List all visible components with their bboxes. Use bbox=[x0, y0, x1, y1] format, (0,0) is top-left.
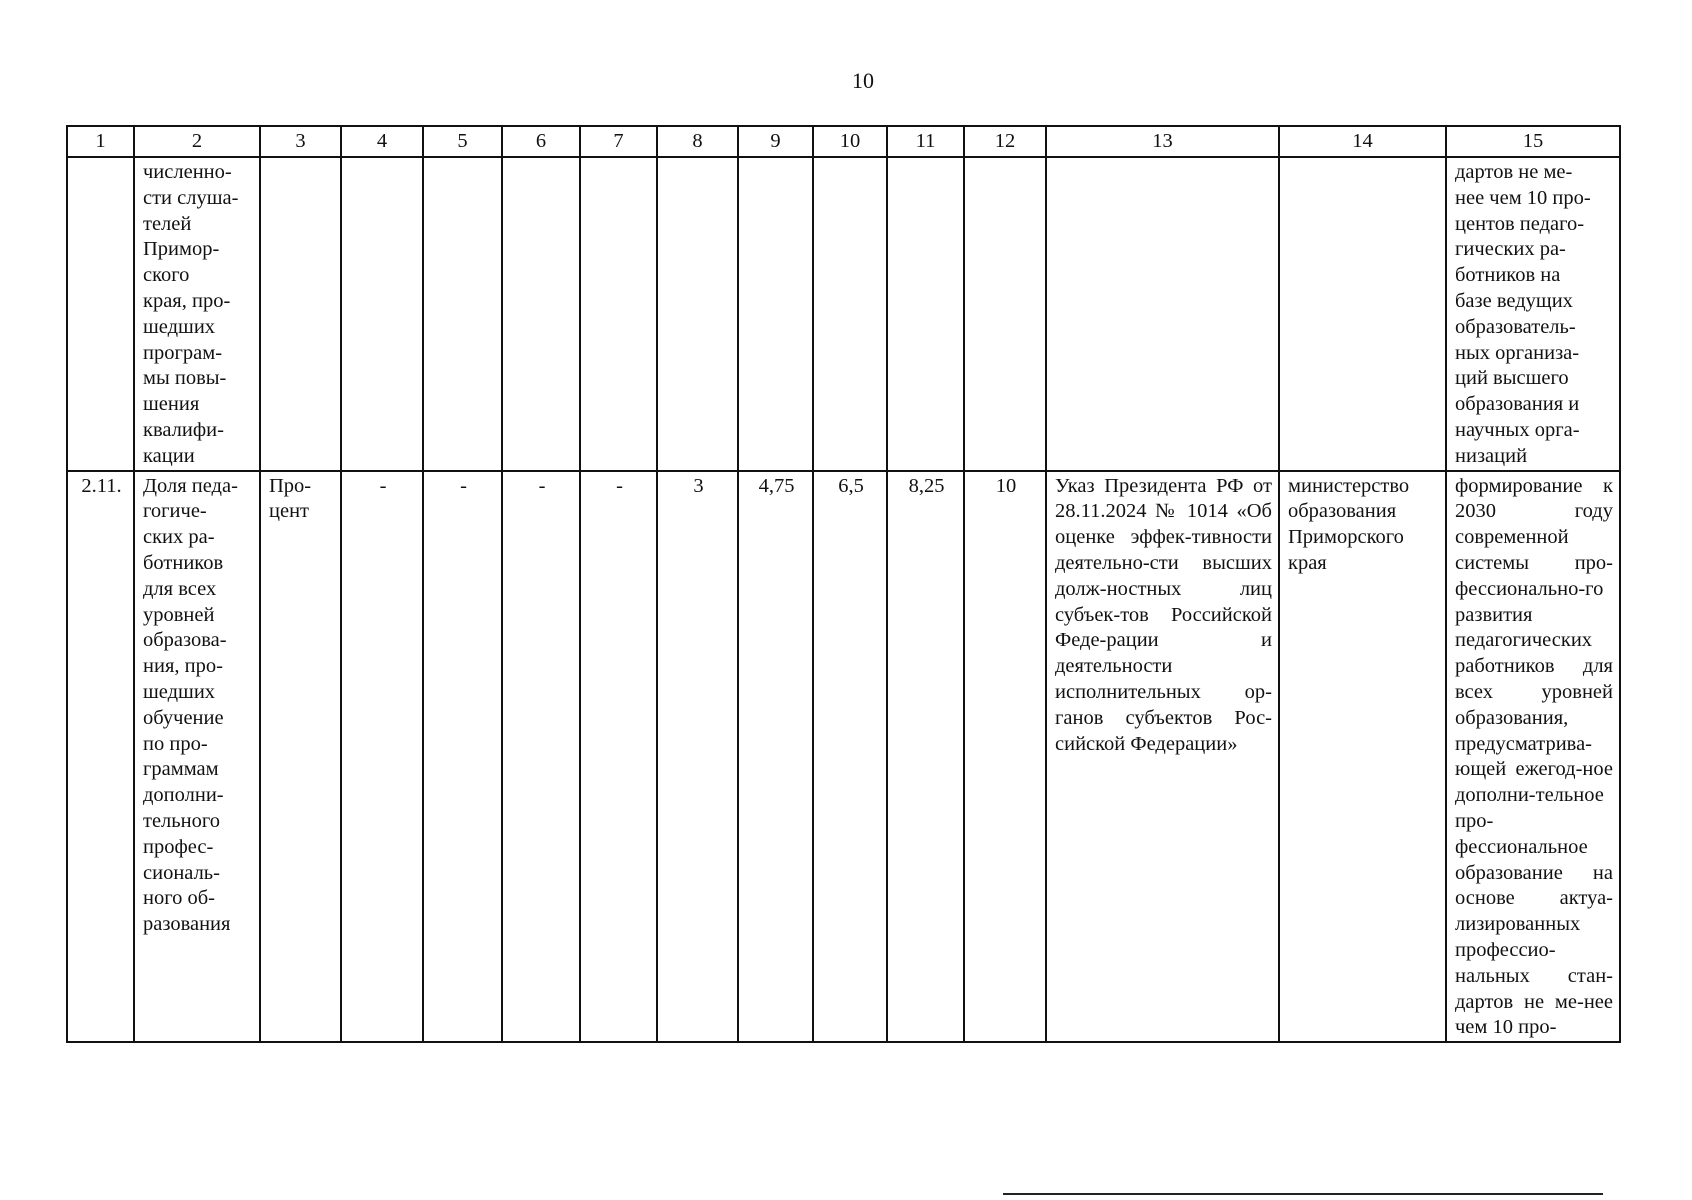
table-row bbox=[67, 157, 1620, 471]
col-header-3: 3 bbox=[260, 126, 341, 157]
table-cell bbox=[423, 471, 502, 1043]
col-header-1: 1 bbox=[67, 126, 134, 157]
indicator-name: Доля педа- гогиче- ских ра- ботников для всех уровней образова- ния, про- шедших обучение по про- граммам дополни- тельного профес- сиональ- ного об- разования bbox=[143, 474, 238, 936]
value-col-12: 10 bbox=[995, 474, 1017, 497]
table-cell bbox=[260, 471, 341, 1043]
table-cell bbox=[657, 157, 738, 471]
table-cell bbox=[964, 157, 1046, 471]
table-cell bbox=[887, 157, 964, 471]
col-header-2: 2 bbox=[134, 126, 260, 157]
value-col-9: 4,75 bbox=[758, 474, 795, 497]
header-row bbox=[67, 126, 1620, 157]
table-cell bbox=[1279, 157, 1446, 471]
value-col-5: - bbox=[460, 474, 467, 497]
col-header-4: 4 bbox=[341, 126, 423, 157]
table-cell bbox=[67, 157, 134, 471]
value-col-10: 6,5 bbox=[838, 474, 864, 497]
col-header-6: 6 bbox=[502, 126, 580, 157]
table-cell bbox=[580, 471, 657, 1043]
table-cell bbox=[260, 157, 341, 471]
col-header-5: 5 bbox=[423, 126, 502, 157]
indicator-name-continued: численно- сти слуша- телей Примор- ского края, про- шедших програм- мы повы- шения квалифи- кации bbox=[143, 161, 239, 467]
table-cell bbox=[134, 471, 260, 1043]
indicators-table bbox=[66, 125, 1621, 1043]
table-cell bbox=[738, 471, 813, 1043]
expected-result: формирование к 2030 году современной системы про-фессионально-го развития педагогических работников для всех уровней образования, предусматрива-ющей ежегод-ное дополни-тельное про-фессиональное образование на основе актуа-лизированных профессио-нальных стан-дартов не ме-нее чем 10 про- bbox=[1455, 474, 1613, 1039]
value-col-8: 3 bbox=[693, 474, 704, 497]
table-cell bbox=[502, 471, 580, 1043]
table-cell bbox=[423, 157, 502, 471]
table-cell bbox=[502, 157, 580, 471]
result-text-continued: дартов не ме- нее чем 10 про- центов педаго- гических ра- ботников на базе ведущих образователь- ных организа- ций высшего образования и научных орга- низаций bbox=[1455, 161, 1591, 467]
col-header-11: 11 bbox=[887, 126, 964, 157]
responsible-body: министерство образования Приморского края bbox=[1288, 474, 1410, 574]
table-row bbox=[67, 471, 1620, 1043]
col-header-9: 9 bbox=[738, 126, 813, 157]
value-col-7: - bbox=[616, 474, 623, 497]
table-cell bbox=[1279, 471, 1446, 1043]
table-cell bbox=[738, 157, 813, 471]
value-col-6: - bbox=[538, 474, 546, 497]
col-header-12: 12 bbox=[964, 126, 1046, 157]
table-cell bbox=[813, 157, 887, 471]
legal-basis: Указ Президента РФ от 28.11.2024 № 1014 «Об оценке эффек-тивности деятельно-сти высших долж-ностных лиц субъек-тов Российской Феде-рации и деятельности исполнительных ор-ганов субъектов Рос-сийской Федерации» bbox=[1055, 474, 1272, 755]
col-header-15: 15 bbox=[1446, 126, 1620, 157]
page-number: 10 bbox=[852, 68, 874, 93]
table-cell bbox=[1046, 471, 1279, 1043]
col-header-14: 14 bbox=[1279, 126, 1446, 157]
table-cell bbox=[657, 471, 738, 1043]
col-header-10: 10 bbox=[813, 126, 887, 157]
row-number: 2.11. bbox=[81, 474, 122, 497]
col-header-8: 8 bbox=[657, 126, 738, 157]
table-cell bbox=[887, 471, 964, 1043]
table-cell bbox=[341, 157, 423, 471]
table-cell bbox=[1046, 157, 1279, 471]
table-cell bbox=[341, 471, 423, 1043]
value-col-11: 8,25 bbox=[908, 474, 945, 497]
bottom-rule bbox=[1003, 1193, 1603, 1195]
unit-of-measure: Про- цент bbox=[269, 474, 312, 523]
value-col-4: - bbox=[379, 474, 387, 497]
table-cell bbox=[813, 471, 887, 1043]
table-cell bbox=[1446, 471, 1620, 1043]
col-header-7: 7 bbox=[580, 126, 657, 157]
table-cell bbox=[964, 471, 1046, 1043]
table-cell bbox=[134, 157, 260, 471]
table-cell bbox=[1446, 157, 1620, 471]
table-cell bbox=[580, 157, 657, 471]
col-header-13: 13 bbox=[1046, 126, 1279, 157]
table-cell bbox=[67, 471, 134, 1043]
